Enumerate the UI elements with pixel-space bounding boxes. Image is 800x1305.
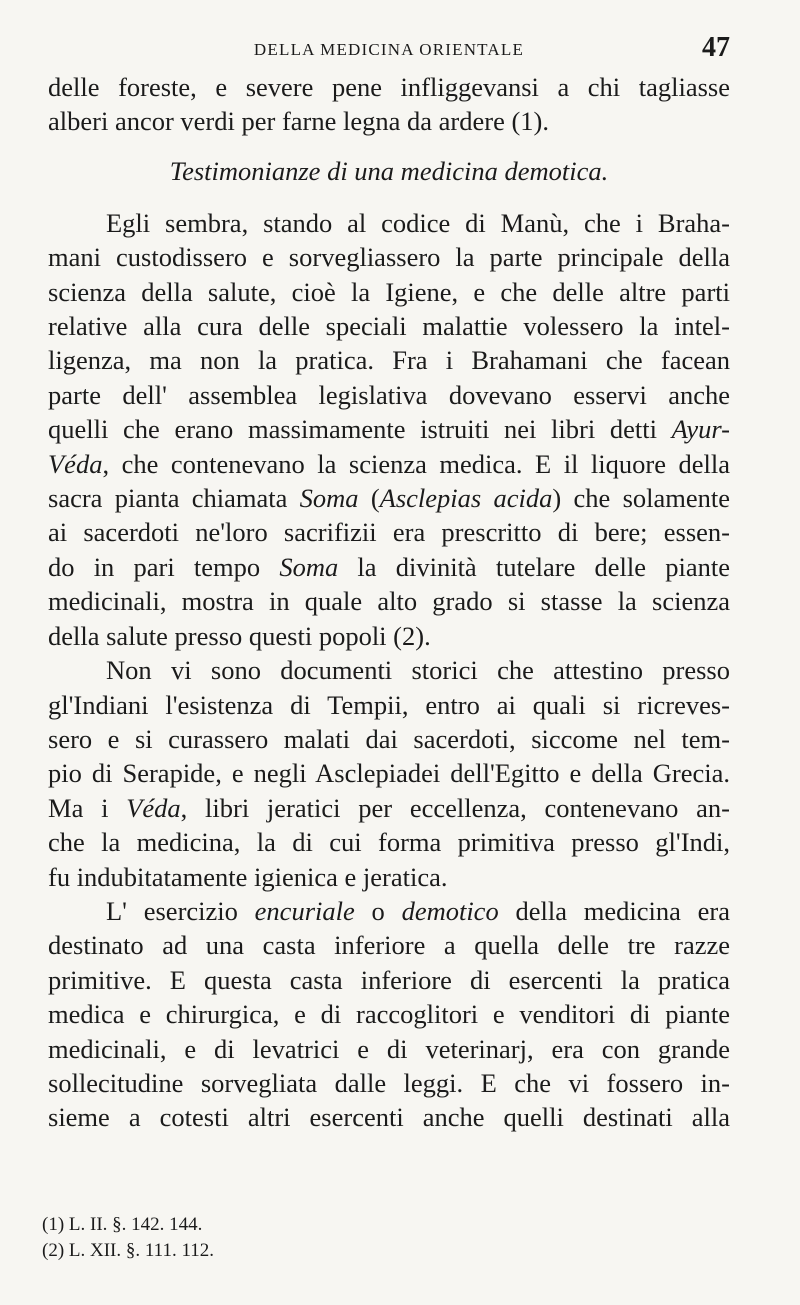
footnote: (1) L. II. §. 142. 144. bbox=[42, 1214, 203, 1235]
text-run: della medicina era bbox=[498, 895, 730, 926]
text-line bbox=[48, 894, 730, 928]
running-title: DELLA MEDICINA ORIENTALE bbox=[253, 40, 525, 59]
page bbox=[48, 30, 730, 1135]
footnote: (2) L. XII. §. 111. 112. bbox=[42, 1240, 215, 1261]
section-heading: Testimonianze di una medicina demotica. bbox=[169, 155, 609, 186]
text-run: o bbox=[354, 895, 402, 926]
body-text bbox=[48, 70, 730, 1135]
text-line: mani custodissero e sorvegliassero la parte principale della bbox=[48, 242, 730, 273]
text-run: quelli che erano massimamente istruiti nei libri detti bbox=[48, 414, 672, 445]
text-line: gl'Indiani l'esistenza di Tempii, entro ai quali si ricreves- bbox=[48, 689, 730, 720]
italic-run: encuriale bbox=[254, 895, 355, 926]
text-line: che la medicina, la di cui forma primitiva presso gl'Indi, bbox=[48, 827, 730, 858]
text-run: , libri jeratici per eccellenza, contenevano an- bbox=[180, 792, 730, 823]
text-line bbox=[48, 412, 730, 446]
page-number: 47 bbox=[702, 32, 730, 63]
italic-run: Soma bbox=[279, 551, 339, 582]
text-run: sacra pianta chiamata bbox=[48, 483, 300, 514]
italic-run: Véda bbox=[126, 792, 181, 823]
text-line: sollecitudine sorvegliata dalle leggi. E che vi fossero in- bbox=[48, 1067, 730, 1098]
footnotes bbox=[42, 1212, 214, 1264]
text-line: medica e chirurgica, e di raccoglitori e venditori di piante bbox=[48, 999, 730, 1030]
text-line: Non vi sono documenti storici che attestino presso bbox=[106, 655, 730, 686]
text-line: Egli sembra, stando al codice di Manù, che i Braha- bbox=[106, 207, 730, 238]
text-line: della salute presso questi popoli (2). bbox=[48, 620, 431, 651]
italic-run: Asclepias acida bbox=[379, 483, 553, 514]
text-line bbox=[48, 447, 730, 481]
italic-run: Soma bbox=[299, 483, 359, 514]
text-line: destinato ad una casta inferiore a quella delle tre razze bbox=[48, 930, 730, 961]
text-line: primitive. E questa casta inferiore di esercenti la pratica bbox=[48, 964, 730, 995]
text-line: sero e si curassero malati dai sacerdoti, siccome nel tem- bbox=[48, 723, 730, 754]
text-line: pio di Serapide, e negli Asclepiadei dell'Egitto e della Grecia. bbox=[48, 758, 730, 789]
text-run: ) che solamente bbox=[552, 483, 731, 514]
italic-run: Véda bbox=[48, 448, 103, 479]
italic-run: Ayur- bbox=[671, 414, 730, 445]
text-line: fu indubitatamente igienica e jeratica. bbox=[48, 861, 448, 892]
paragraph-2 bbox=[48, 653, 730, 894]
text-run: Ma i bbox=[48, 792, 127, 823]
text-line bbox=[48, 791, 730, 825]
text-line: parte dell' assemblea legislativa dovevano esservi anche bbox=[48, 379, 730, 410]
text-run: do in pari tempo bbox=[48, 551, 280, 582]
text-line: delle foreste, e severe pene infliggevansi a chi tagliasse bbox=[48, 72, 730, 102]
text-line: scienza della salute, cioè la Igiene, e che delle altre parti bbox=[48, 276, 730, 307]
italic-run: demotico bbox=[401, 895, 499, 926]
text-run: ( bbox=[358, 483, 380, 514]
text-run: L' esercizio bbox=[106, 895, 255, 926]
text-line: ligenza, ma non la pratica. Fra i Brahamani che facean bbox=[48, 345, 730, 376]
text-line: relative alla cura delle speciali malattie volessero la intel- bbox=[48, 311, 730, 342]
text-line: medicinali, e di levatrici e di veterinarj, era con grande bbox=[48, 1033, 730, 1064]
text-line: ai sacerdoti ne'loro sacrifizii era prescritto di bere; essen- bbox=[48, 517, 730, 548]
text-line bbox=[48, 550, 730, 584]
text-line bbox=[48, 481, 730, 515]
page-header bbox=[48, 30, 730, 70]
text-run: , che contenevano la scienza medica. E il liquore della bbox=[102, 448, 730, 479]
paragraph-1 bbox=[48, 206, 730, 653]
text-line: alberi ancor verdi per farne legna da ardere (1). bbox=[48, 106, 549, 137]
text-line: medicinali, mostra in quale alto grado si stasse la scienza bbox=[48, 586, 730, 617]
text-run: la divinità tutelare delle piante bbox=[338, 551, 730, 582]
paragraph-3 bbox=[48, 894, 730, 1135]
text-line: sieme a cotesti altri esercenti anche quelli destinati alla bbox=[48, 1102, 730, 1133]
paragraph-0 bbox=[48, 70, 730, 139]
